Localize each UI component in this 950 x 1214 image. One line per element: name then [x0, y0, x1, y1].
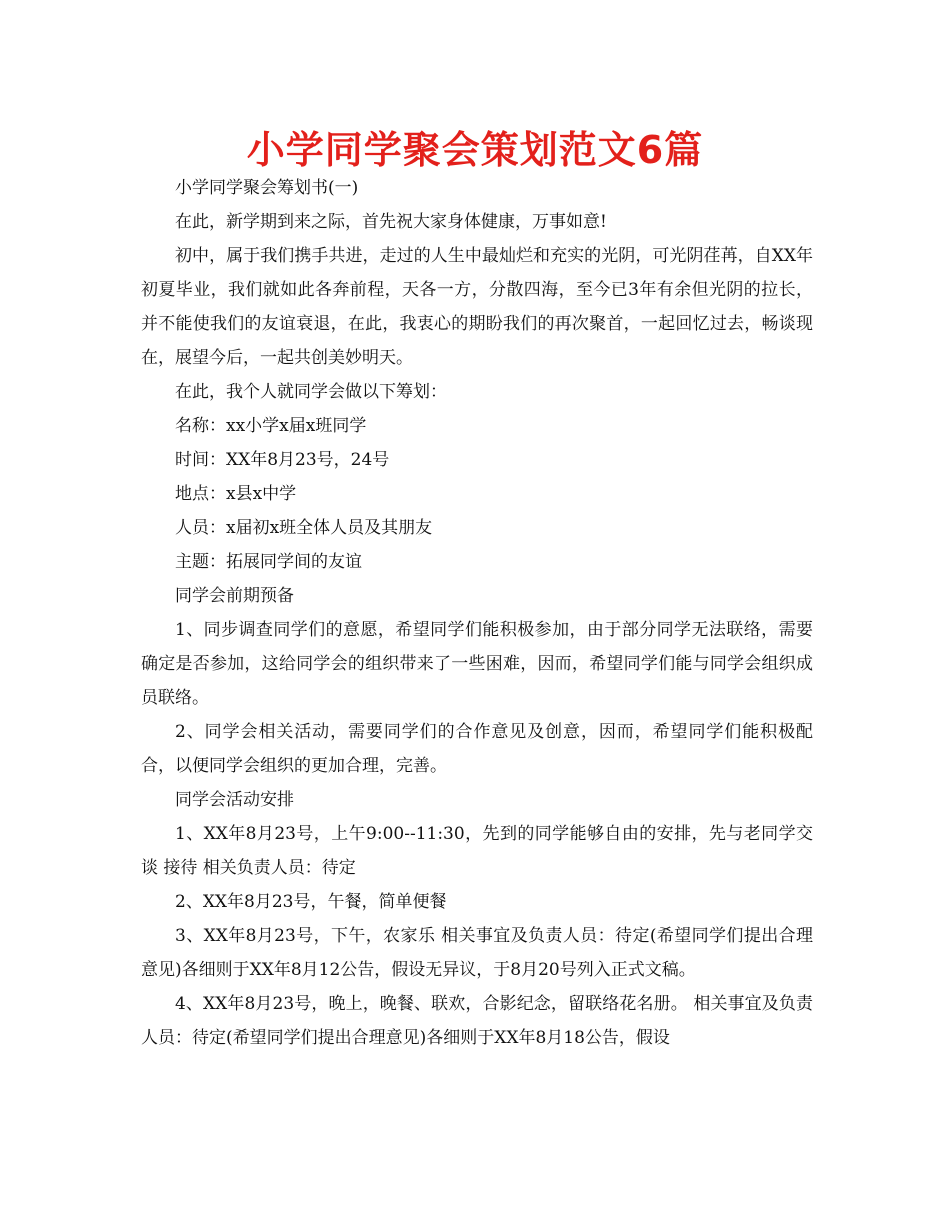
paragraph-name: 名称：xx小学x届x班同学 [175, 416, 367, 436]
paragraph-schedule-3: 3、XX年8月23号，下午，农家乐 相关事宜及负责人员：待定(希望同学们提出合理意见)各细则于XX年8月12公告，假设无异议，于8月20号列入正式文稿。 [141, 926, 813, 980]
paragraph-location: 地点：x县x中学 [175, 484, 297, 504]
paragraph-time: 时间：XX年8月23号，24号 [175, 450, 390, 470]
document-body [141, 171, 813, 1055]
paragraph-schedule-4: 4、XX年8月23号，晚上，晚餐、联欢，合影纪念，留联络花名册。 相关事宜及负责人员：待定(希望同学们提出合理意见)各细则于XX年8月18公告，假设 [141, 994, 813, 1048]
paragraph-section-preparation: 同学会前期预备 [175, 586, 294, 606]
paragraph-greeting: 在此，新学期到来之际，首先祝大家身体健康，万事如意! [175, 212, 607, 232]
paragraph-heading-1: 小学同学聚会筹划书(一) [175, 178, 359, 198]
paragraph-plan-intro: 在此，我个人就同学会做以下筹划： [175, 382, 447, 402]
paragraph-prep-2: 2、同学会相关活动，需要同学们的合作意见及创意，因而，希望同学们能积极配合，以便同学会组织的更加合理，完善。 [141, 722, 813, 776]
paragraph-schedule-2: 2、XX年8月23号，午餐，简单便餐 [175, 892, 447, 912]
paragraph-prep-1: 1、同步调查同学们的意愿，希望同学们能积极参加，由于部分同学无法联络，需要确定是否参加，这给同学会的组织带来了一些困难，因而，希望同学们能与同学会组织成员联络。 [141, 620, 813, 708]
paragraph-attendees: 人员：x届初x班全体人员及其朋友 [175, 518, 433, 538]
paragraph-schedule-1: 1、XX年8月23号，上午9:00--11:30，先到的同学能够自由的安排，先与老同学交谈 接待 相关负责人员：待定 [141, 824, 813, 878]
paragraph-intro: 初中，属于我们携手共进，走过的人生中最灿烂和充实的光阴，可光阴荏苒，自XX年初夏毕业，我们就如此各奔前程，天各一方，分散四海，至今已3年有余但光阴的拉长，并不能使我们的友谊衰退，在此，我衷心的期盼我们的再次聚首，一起回忆过去，畅谈现在，展望今后，一起共创美妙明天。 [141, 246, 813, 368]
paragraph-theme: 主题：拓展同学间的友谊 [175, 552, 362, 572]
paragraph-section-schedule: 同学会活动安排 [175, 790, 294, 810]
document-title: 小学同学聚会策划范文6篇 [246, 128, 704, 172]
